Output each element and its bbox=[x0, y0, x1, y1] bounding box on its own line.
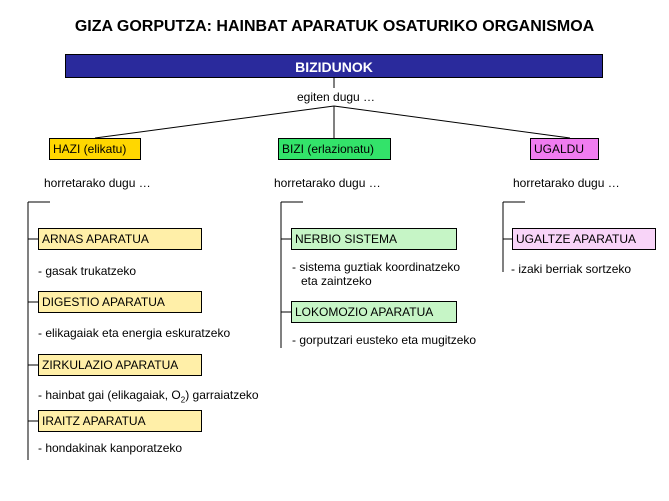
item-digestio-desc: - elikagaiak eta energia eskuratzeko bbox=[38, 326, 231, 340]
zirkulazio-desc-part1: - hainbat gai (elikagaiak, O bbox=[38, 388, 181, 402]
branch-bizi-subtext: horretarako dugu … bbox=[274, 176, 381, 190]
item-iraitz-aparatua: IRAITZ APARATUA bbox=[38, 410, 202, 432]
item-nerbio-sistema: NERBIO SISTEMA bbox=[291, 228, 457, 250]
item-ugaltze-desc: - izaki berriak sortzeko bbox=[511, 262, 632, 276]
branch-hazi: HAZI (elikatu) bbox=[49, 138, 141, 160]
item-nerbio-desc: - sistema guztiak koordinatzeko bbox=[292, 260, 461, 274]
root-subtext: egiten dugu … bbox=[297, 90, 376, 104]
item-ugaltze-aparatua: UGALTZE APARATUA bbox=[512, 228, 656, 250]
root-node: BIZIDUNOK bbox=[65, 54, 603, 78]
item-digestio-aparatua: DIGESTIO APARATUA bbox=[38, 291, 202, 313]
item-zirkulazio-aparatua: ZIRKULAZIO APARATUA bbox=[38, 354, 202, 376]
branch-hazi-subtext: horretarako dugu … bbox=[44, 176, 151, 190]
item-iraitz-desc: - hondakinak kanporatzeko bbox=[38, 441, 183, 455]
branch-ugaldu: UGALDU bbox=[530, 138, 599, 160]
item-zirkulazio-desc bbox=[38, 388, 259, 404]
branch-ugaldu-subtext: horretarako dugu … bbox=[513, 176, 620, 190]
zirkulazio-desc-part2: ) garraiatzeko bbox=[185, 388, 259, 402]
branch-bizi: BIZI (erlazionatu) bbox=[278, 138, 391, 160]
item-lokomozio-aparatua: LOKOMOZIO APARATUA bbox=[291, 301, 457, 323]
item-arnas-desc: - gasak trukatzeko bbox=[38, 264, 137, 278]
item-arnas-aparatua: ARNAS APARATUA bbox=[38, 228, 202, 250]
zirkulazio-desc-subscript: 2 bbox=[180, 395, 186, 405]
item-nerbio-desc-line2: eta zaintzeko bbox=[301, 274, 372, 288]
item-lokomozio-desc: - gorputzari eusteko eta mugitzeko bbox=[292, 333, 477, 347]
page-title: GIZA GORPUTZA: HAINBAT APARATUK OSATURIKO ORGANISMOA bbox=[74, 18, 595, 35]
